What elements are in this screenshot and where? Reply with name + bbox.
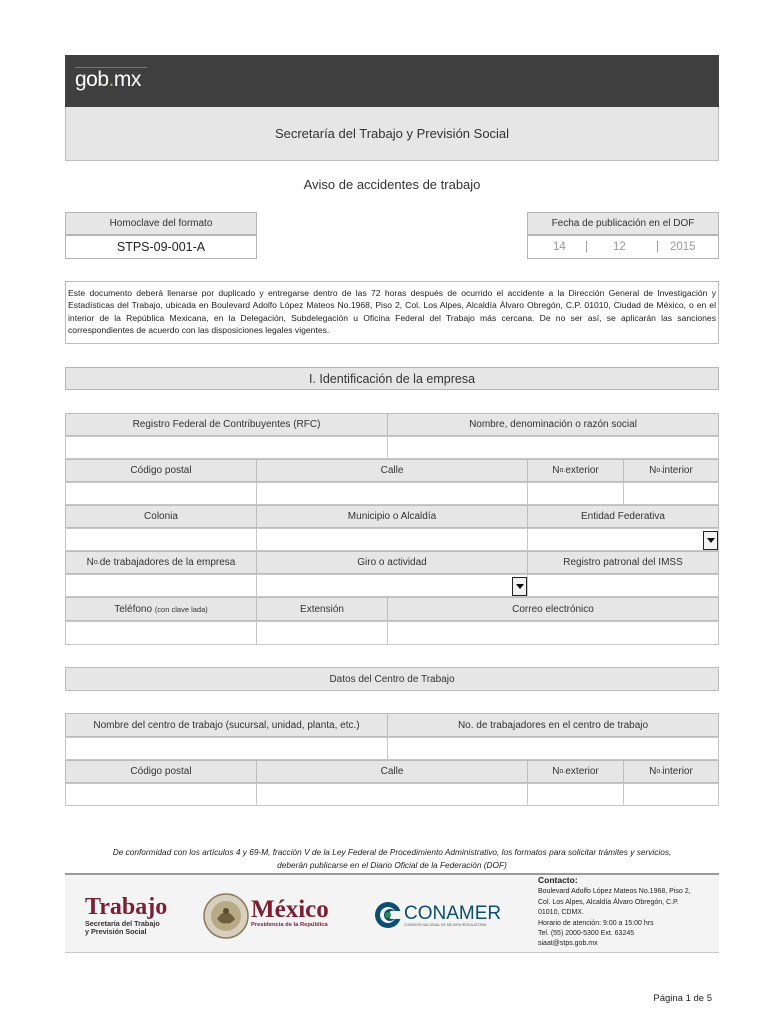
fecha-sep-2: | [656,241,659,253]
correo-input[interactable] [387,621,719,645]
conamer-logo: CONAMER COMISIÓN NACIONAL DE MEJORA REGULATORIA [404,903,502,927]
centro-no-interior-label: N o. interior [623,760,719,783]
centro-cp-label: Código postal [65,760,257,783]
trabajo-logo: Trabajo Secretaría del Trabajo y Previsión Social [85,894,168,936]
fecha-month: 12 [613,241,626,253]
contact-line: Col. Los Alpes, Alcaldía Álvaro Obregón, C.P. [538,898,679,906]
centro-cp-input[interactable] [65,783,257,806]
entidad-label: Entidad Federativa [527,505,719,528]
cp-label: Código postal [65,459,257,482]
secretaria-title: Secretaría del Trabajo y Previsión Social [65,107,719,161]
colonia-input[interactable] [65,528,257,551]
centro-calle-input[interactable] [256,783,528,806]
section-identificacion-title: I. Identificación de la empresa [65,367,719,390]
homoclave-label: Homoclave del formato [65,212,257,235]
extension-input[interactable] [256,621,388,645]
contact-line: Boulevard Adolfo López Mateos No.1968, Piso 2, [538,888,691,896]
escudo-nacional-icon [203,893,249,939]
instructions-notice: Este documento deberá llenarse por duplicado y entregarse dentro de las 72 horas después de ocurrido el accidente a la Dirección General de Investigación y Estadísticas del Trabajo, ubicada en Boulevard Adolfo López Mateos No.1968, Piso 2, Col. Los Alpes, Alcaldía Álvaro Obregón, C.P. 01010, Ciudad de México, o en el interior de la República Mexicana, en la Delegación, Subdelegación u Oficina Federal del Trabajo más cercana. De no ser así, se aplicarán las sanciones correspondientes de acuerdo con las disposiciones legales vigentes. [65,281,719,344]
centro-no-interior-input[interactable] [623,783,719,806]
calle-input[interactable] [256,482,528,505]
centro-no-exterior-label: N o. exterior [527,760,624,783]
contact-line: 01010, CDMX. [538,909,584,917]
homoclave-value: STPS-09-001-A [65,235,257,259]
centro-trabajo-title: Datos del Centro de Trabajo [65,667,719,691]
rfc-input[interactable] [65,436,388,459]
contact-email[interactable]: siaat@stps.gob.mx [538,940,598,948]
calle-label: Calle [256,459,528,482]
no-interior-input[interactable] [623,482,719,505]
contact-line: Tel. (55) 2000-5300 Ext. 63245 [538,930,635,938]
centro-no-trabajadores-input[interactable] [387,737,719,760]
mexico-logo: México Presidencia de la República [251,896,329,928]
fecha-year: 2015 [670,241,696,253]
gobmx-banner [65,55,719,107]
contact-block [538,875,718,950]
document-title: Aviso de accidentes de trabajo [303,177,481,192]
centro-nombre-label: Nombre del centro de trabajo (sucursal, unidad, planta, etc.) [65,713,388,737]
correo-label: Correo electrónico [387,597,719,621]
colonia-label: Colonia [65,505,257,528]
fecha-day: 14 [553,241,566,253]
dropdown-arrow-icon[interactable] [512,577,527,596]
razon-social-label: Nombre, denominación o razón social [387,413,719,436]
legal-text: De conformidad con los artículos 4 y 69-M, fracción V de la Ley Federal de Procedimiento Administrativo, los formatos para solicitar trámites y servicios, deberán publicarse en el Diario Oficial de la Federación (DOF) [112,847,672,870]
municipio-input[interactable] [256,528,528,551]
municipio-label: Municipio o Alcaldía [256,505,528,528]
no-interior-label: N o. interior [623,459,719,482]
cp-input[interactable] [65,482,257,505]
telefono-label: Teléfono (con clave lada) [65,597,257,621]
contact-title: Contacto: [538,875,578,885]
contact-line: Horario de atención: 9:00 a 15:00 hrs [538,919,654,927]
page-number: Página 1 de 5 [653,993,712,1004]
dropdown-arrow-icon[interactable] [703,531,718,550]
centro-no-trabajadores-label: No. de trabajadores en el centro de trabajo [387,713,719,737]
entidad-select[interactable] [527,528,719,551]
imss-input[interactable] [527,574,719,597]
razon-social-input[interactable] [387,436,719,459]
no-exterior-label: N o. exterior [527,459,624,482]
fecha-publicacion-value [527,235,719,259]
imss-label: Registro patronal del IMSS [527,551,719,574]
fecha-sep-1: | [585,241,588,253]
telefono-input[interactable] [65,621,257,645]
centro-no-exterior-input[interactable] [527,783,624,806]
fecha-publicacion-label: Fecha de publicación en el DOF [527,212,719,235]
no-trabajadores-label: N o. de trabajadores de la empresa [65,551,257,574]
no-trabajadores-input[interactable] [65,574,257,597]
gobmx-logo: gob.mx [75,68,141,91]
rfc-label: Registro Federal de Contribuyentes (RFC) [65,413,388,436]
no-exterior-input[interactable] [527,482,624,505]
giro-select[interactable] [256,574,528,597]
centro-calle-label: Calle [256,760,528,783]
extension-label: Extensión [256,597,388,621]
conamer-icon [373,900,403,930]
centro-nombre-input[interactable] [65,737,388,760]
giro-label: Giro o actividad [256,551,528,574]
